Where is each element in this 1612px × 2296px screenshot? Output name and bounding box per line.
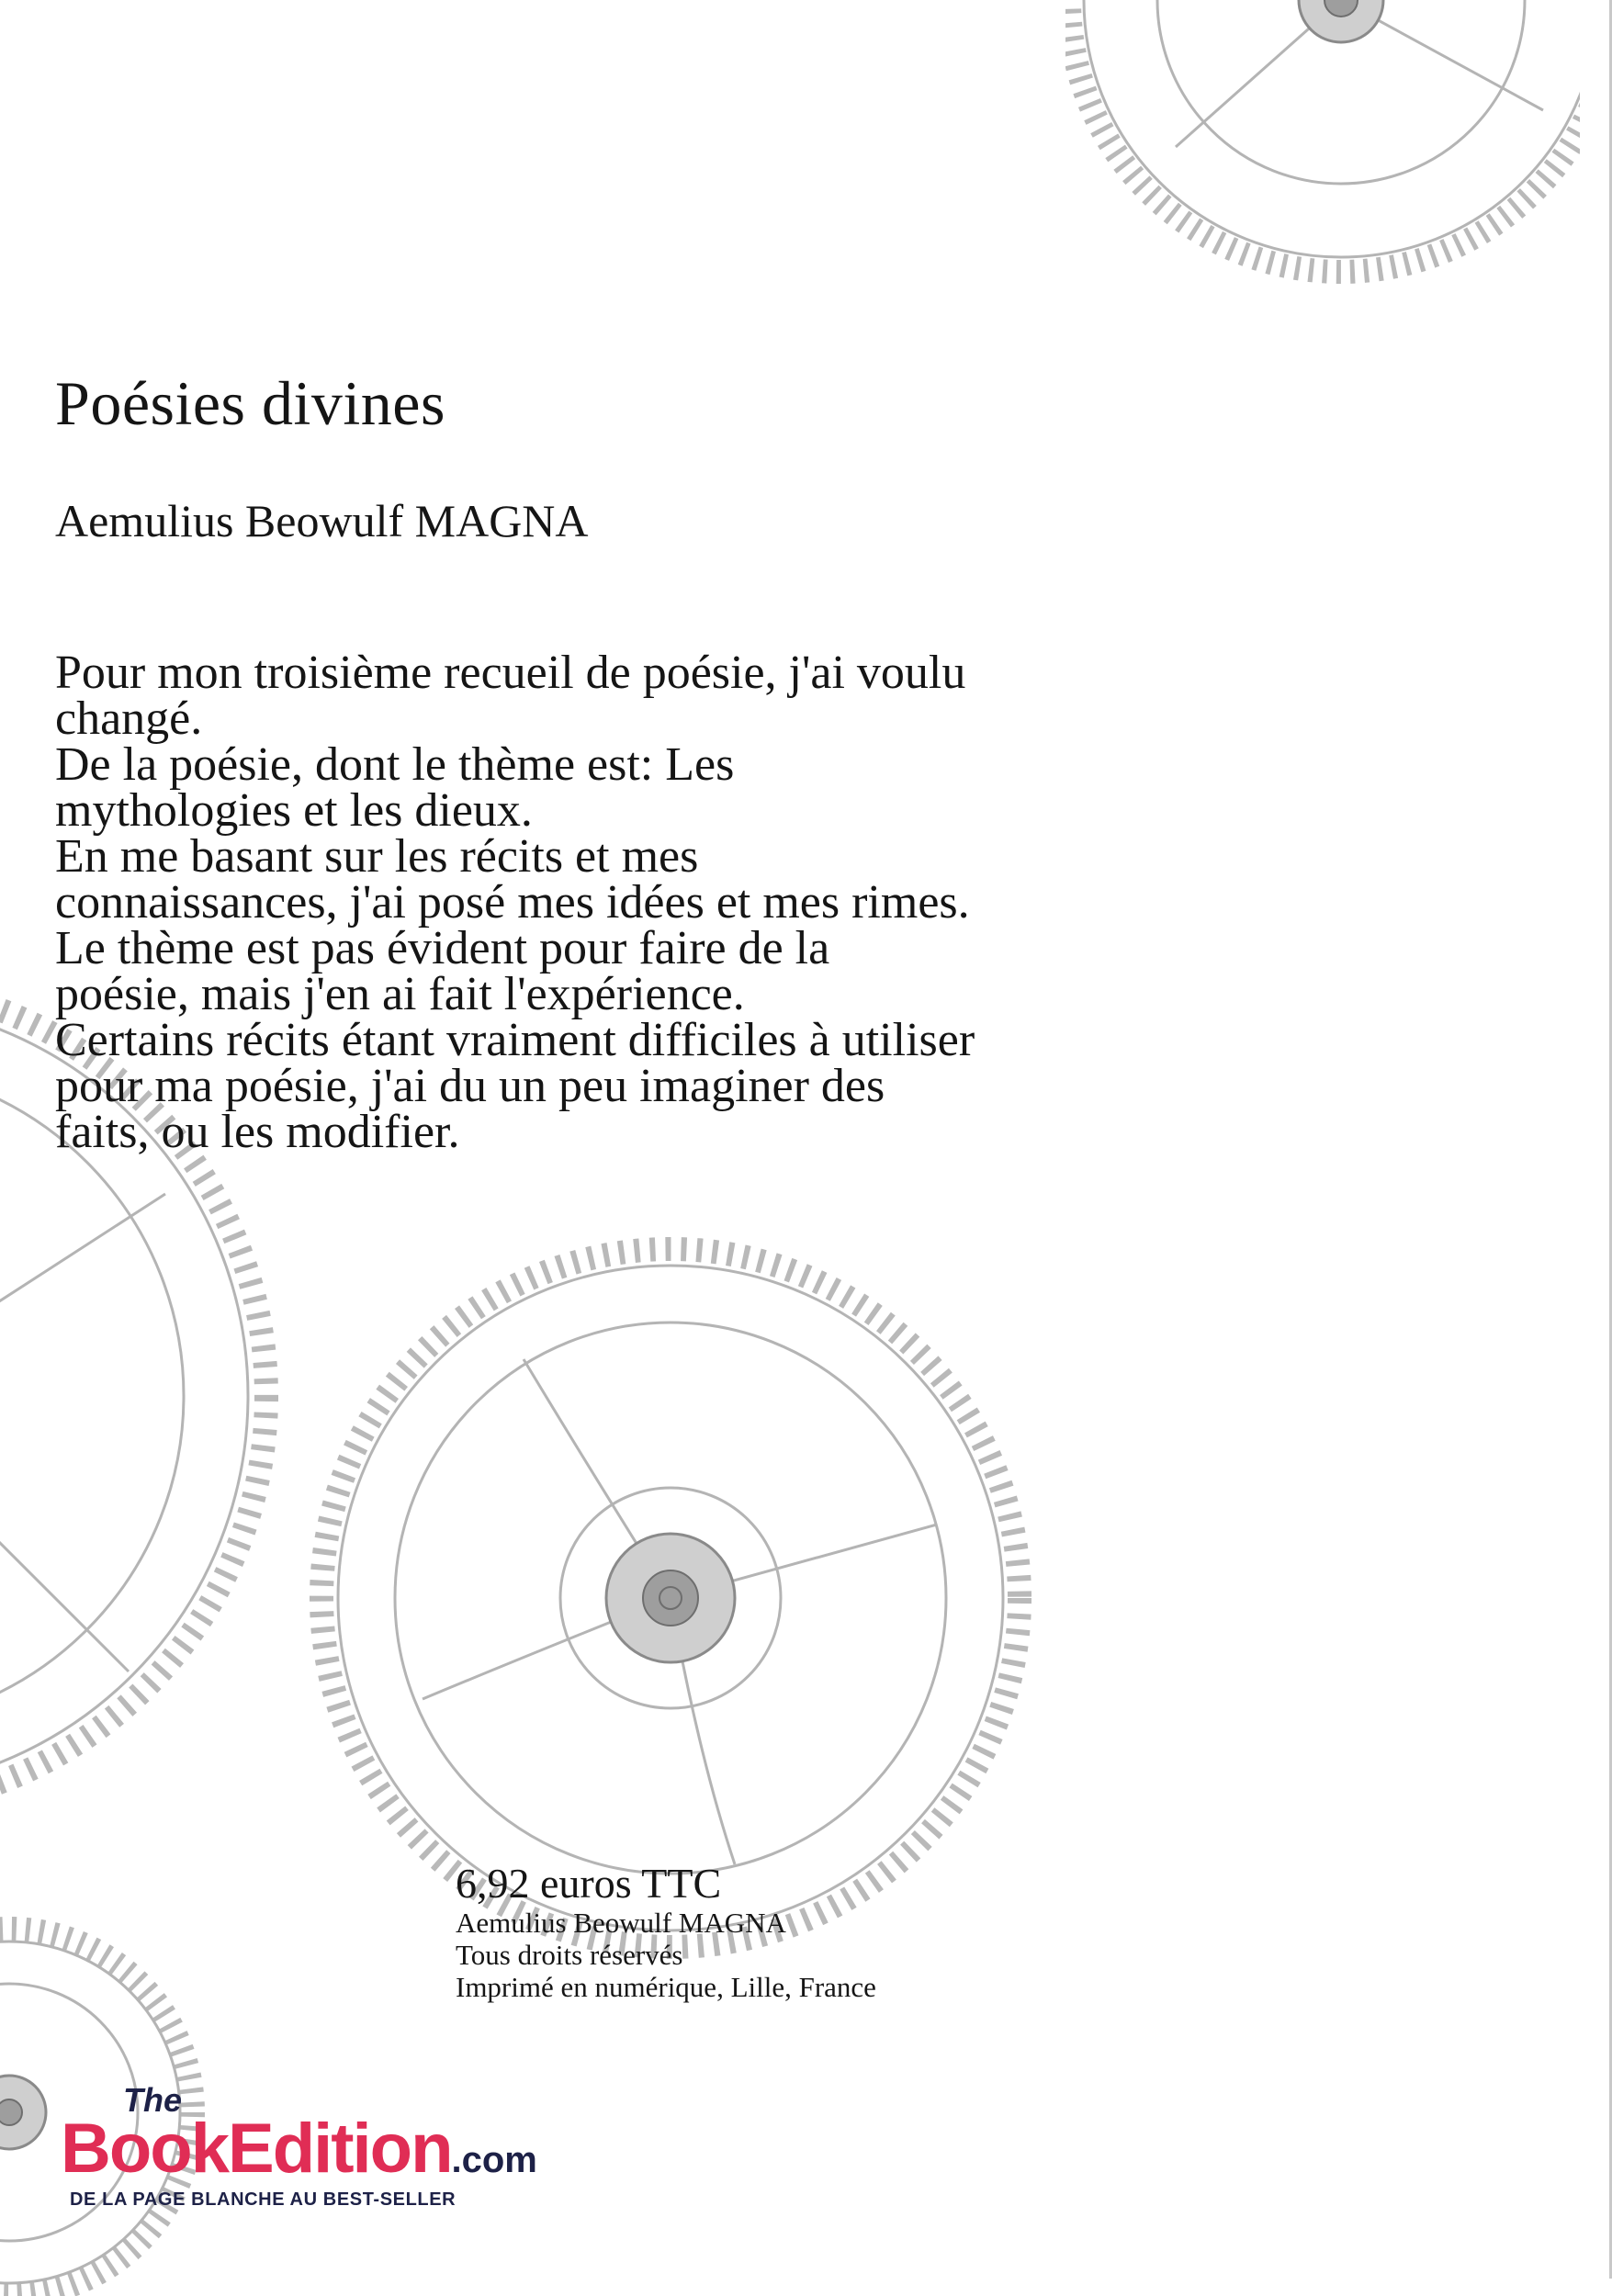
blurb-line: connaissances, j'ai posé mes idées et mes rimes. (55, 876, 970, 929)
logo-suffix: .com (451, 2140, 537, 2180)
blurb-line: mythologies et les dieux. (55, 784, 533, 837)
blurb-line: faits, ou les modifier. (55, 1106, 460, 1158)
price-label: 6,92 euros TTC (456, 1860, 722, 1907)
imprint-printing: Imprimé en numérique, Lille, France (456, 1971, 876, 2003)
blurb-line: Le thème est pas évident pour faire de la (55, 922, 830, 974)
imprint-rights: Tous droits réservés (456, 1939, 683, 1971)
book-title: Poésies divines (55, 368, 445, 438)
blurb-line: En me basant sur les récits et mes (55, 830, 699, 883)
blurb-line: Certains récits étant vraiment difficiles à utiliser (55, 1014, 975, 1066)
logo-wordmark (61, 2109, 537, 2189)
blurb-line: poésie, mais j'en ai fait l'expérience. (55, 968, 745, 1020)
gear-illustration-top-right (1065, 0, 1580, 331)
back-cover-blurb (55, 647, 1249, 1158)
blurb-line: changé. (55, 692, 203, 745)
logo-tagline: DE LA PAGE BLANCHE AU BEST-SELLER (70, 2189, 457, 2210)
book-author: Aemulius Beowulf MAGNA (55, 495, 589, 546)
logo-brand: BookEdition (61, 2110, 452, 2188)
blurb-line: Pour mon troisième recueil de poésie, j'ai voulu (55, 647, 966, 699)
blurb-line: De la poésie, dont le thème est: Les (55, 738, 735, 791)
imprint-block (456, 1861, 876, 2003)
publisher-logo (53, 2081, 604, 2210)
imprint-author: Aemulius Beowulf MAGNA (456, 1907, 786, 1939)
blurb-line: pour ma poésie, j'ai du un peu imaginer des (55, 1060, 885, 1112)
logo-the: The (123, 2081, 183, 2119)
